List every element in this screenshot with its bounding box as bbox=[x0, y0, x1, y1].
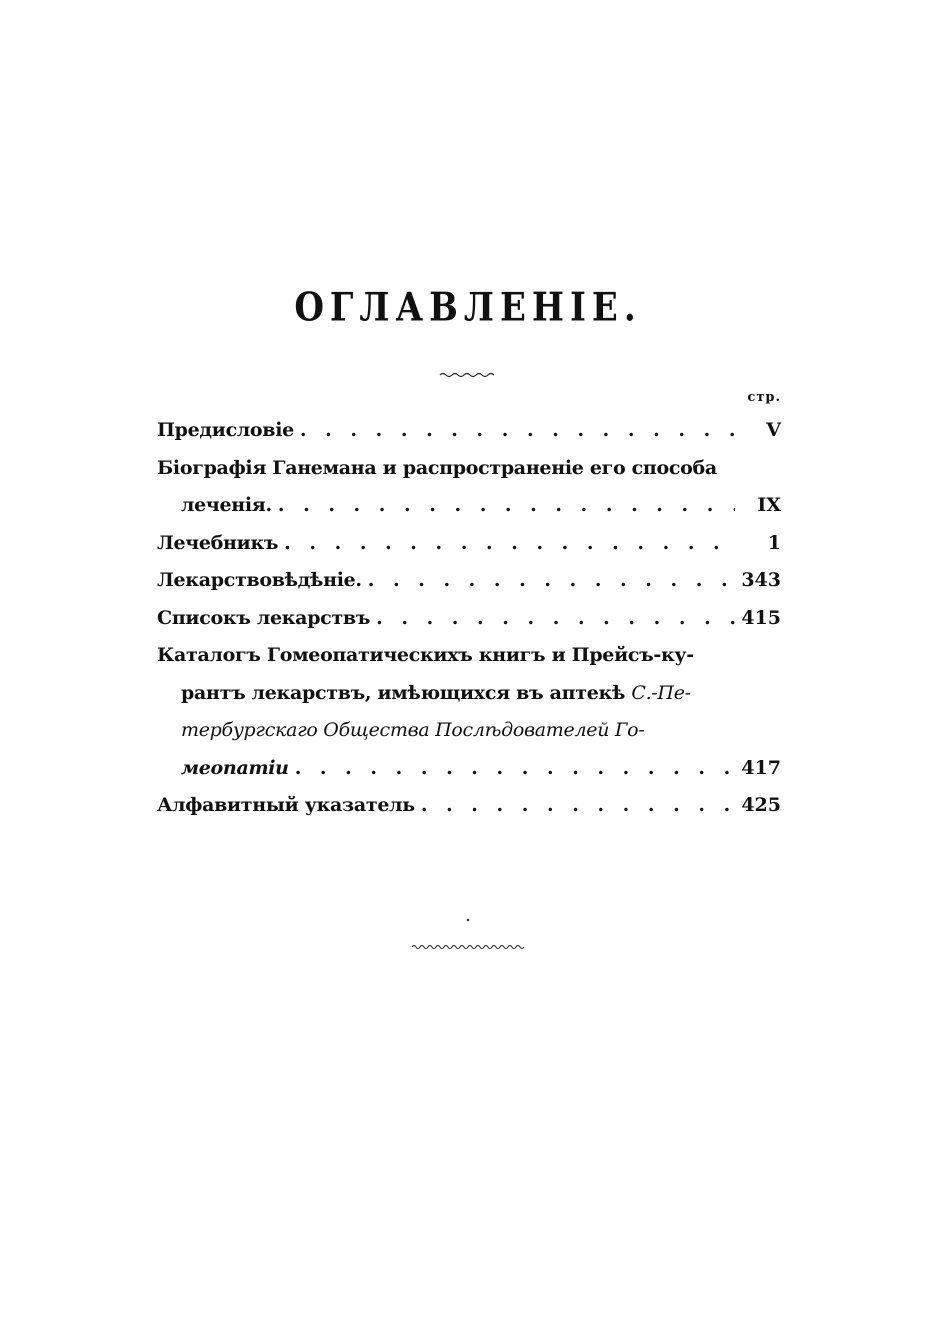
dot-leader bbox=[362, 562, 735, 600]
toc-entry-title: Алфавитный указатель bbox=[157, 794, 415, 816]
page-title: ОГЛАВЛЕНІЕ. bbox=[294, 285, 642, 331]
dot-leader bbox=[278, 525, 735, 563]
toc-entry-title: Списокъ лекарствъ bbox=[157, 606, 371, 629]
toc-entry-alphabetical-index[interactable] bbox=[157, 787, 781, 825]
toc-entry-page: IX bbox=[757, 494, 781, 516]
toc-entry-catalog-line1[interactable]: Каталогъ Гомеопатическихъ книгъ и Прейсъ-ку- bbox=[157, 644, 694, 666]
end-ornament bbox=[0, 936, 936, 955]
toc-entry-materia-medica[interactable] bbox=[157, 562, 781, 600]
table-of-contents bbox=[157, 390, 781, 825]
toc-entry-catalog[interactable] bbox=[157, 750, 781, 788]
toc-entry-biography[interactable] bbox=[157, 487, 781, 525]
toc-entry-medicine-list[interactable] bbox=[157, 600, 781, 638]
toc-entry-catalog-line3[interactable]: тербургскаго Общества Послѣдователей Го- bbox=[181, 719, 645, 741]
toc-entry-title: леченія. bbox=[181, 494, 272, 516]
catalog-line2-plain: рантъ лекарствъ, имѣющихся въ аптекѣ bbox=[181, 681, 632, 704]
toc-entry-treatment-book[interactable] bbox=[157, 525, 781, 563]
toc-entry-page: 1 bbox=[767, 531, 781, 554]
toc-entry-page: 425 bbox=[741, 794, 781, 816]
toc-entry-title: Лекарствовѣдѣніе. bbox=[157, 569, 362, 591]
toc-entry-preface[interactable] bbox=[157, 412, 781, 450]
toc-entry-page: 417 bbox=[741, 756, 781, 779]
toc-entry-title: меопатіи bbox=[181, 756, 289, 779]
ornament-dot bbox=[0, 908, 936, 927]
title-ornament bbox=[0, 364, 936, 383]
toc-entry-biography-line1[interactable]: Біографія Ганемана и распространеніе его способа bbox=[157, 456, 717, 479]
dot-leader bbox=[370, 600, 735, 638]
page-column-header: стр. bbox=[747, 390, 781, 405]
toc-entry-title: Предисловіе bbox=[157, 419, 294, 441]
dot-leader bbox=[415, 787, 735, 825]
toc-entry-page: V bbox=[766, 419, 781, 441]
toc-entry-catalog-line2[interactable] bbox=[157, 675, 781, 713]
toc-entry-page: 415 bbox=[741, 606, 781, 629]
dot-leader bbox=[294, 412, 735, 450]
catalog-line2-italic: С.-Пе- bbox=[631, 681, 691, 704]
toc-entry-page: 343 bbox=[741, 569, 781, 591]
dot-leader bbox=[272, 487, 735, 525]
toc-entry-title: Лечебникъ bbox=[157, 531, 279, 554]
dot-leader bbox=[289, 750, 735, 788]
